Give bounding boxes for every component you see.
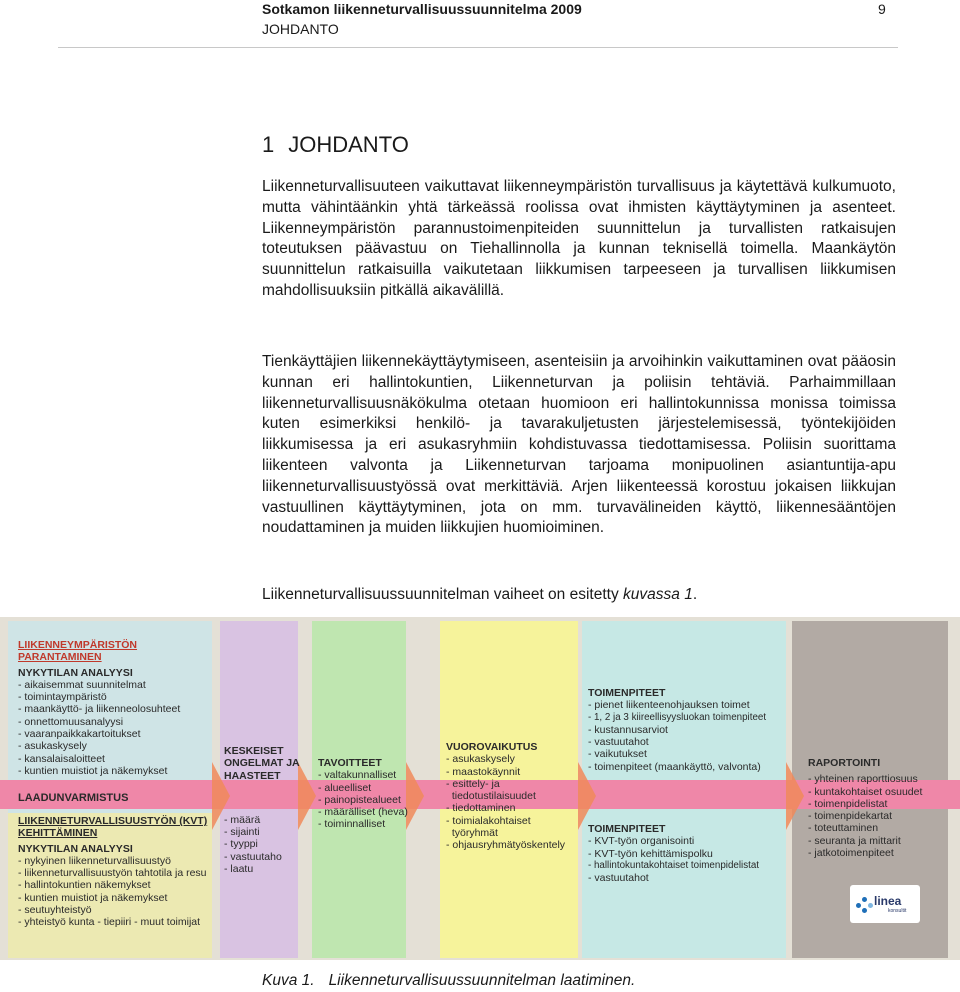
measures-item: - vastuutahot	[588, 736, 649, 749]
environment-item: - kuntien muistiot ja näkemykset	[18, 764, 168, 777]
problems-item: - sijainti	[224, 826, 260, 839]
reporting-title: RAPORTOINTI	[808, 757, 881, 769]
environment-item: - kansalaisaloitteet	[18, 752, 105, 765]
kvt-item: - kuntien muistiot ja näkemykset	[18, 891, 168, 904]
measures-item: - toimenpiteet (maankäyttö, valvonta)	[588, 760, 761, 773]
chapter-heading	[262, 132, 423, 158]
environment-item: - onnettomuusanalyysi	[18, 715, 124, 728]
kvt-item: - liikenneturvallisuustyön tahtotila ja resu	[18, 867, 207, 880]
header-divider	[58, 47, 898, 48]
logo-text: linea	[874, 894, 902, 908]
goals-item: - alueelliset	[318, 781, 372, 794]
interaction-item: - toimialakohtaiset	[446, 814, 531, 827]
problems-item: - laatu	[224, 863, 254, 876]
goals-item: - määrälliset (heva)	[318, 806, 408, 819]
kvt-item: - nykyinen liikenneturvallisuustyö	[18, 854, 171, 867]
environment-item: - aikaisemmat suunnitelmat	[18, 678, 146, 691]
reporting-item: - seuranta ja mittarit	[808, 834, 901, 847]
interaction-title: VUOROVAIKUTUS	[446, 741, 538, 753]
figure-reference: kuvassa 1	[623, 586, 693, 603]
kvt-item: - seutuyhteistyö	[18, 904, 92, 917]
paragraph-3	[262, 585, 896, 606]
linea-logo	[850, 885, 920, 923]
paragraph-1: Liikenneturvallisuuteen vaikuttavat liikenneympäristön turvallisuus ja käytettävä kulkumuoto, mutta vähintäänkin yhtä tärkeässä roolissa ovat ihmisten käyttäytyminen ja asenteet. Liikenneympäristön parannustoimenpiteiden suunnittelun ja turvallisten ratkaisujen toteutuksen päävastuu on Tiehallinnolla ja kunnan teknisellä toimella. Maankäytön suunnittelun ratkaisuilla vaikutetaan liikkumisen tarpeeseen ja turvallisen liikkumisen mahdollisuuksiin pitkällä aikavälillä.	[262, 178, 896, 299]
measures-kvt-item: - vastuutahot	[588, 872, 649, 885]
measures-environment-block	[588, 687, 788, 773]
figure-caption	[262, 972, 649, 990]
environment-block	[18, 639, 208, 777]
running-header-section: JOHDANTO	[262, 21, 339, 37]
problems-item: - vastuutaho	[224, 850, 282, 863]
process-figure	[0, 617, 960, 960]
environment-item: - toimintaympäristö	[18, 691, 107, 704]
goals-block	[318, 757, 410, 831]
goals-item: - valtakunnalliset	[318, 769, 397, 782]
measures-item: - kustannusarviot	[588, 723, 668, 736]
environment-item: - maankäyttö- ja liikenneolosuhteet	[18, 703, 181, 716]
interaction-item: - esittely- ja	[446, 777, 500, 790]
environment-subtitle: NYKYTILAN ANALYYSI	[18, 666, 133, 679]
reporting-item: - toteuttaminen	[808, 822, 879, 835]
problems-item: - määrä	[224, 813, 261, 826]
measures-kvt-item: - KVT-työn kehittämispolku	[588, 847, 713, 860]
paragraph-2: Tienkäyttäjien liikennekäyttäytymiseen, asenteisiin ja arvoihinkin vaikuttaminen ovat pääosin kunnan eri hallintokuntien, Liikenneturvan ja poliisin tehtäviä. Parhaimmillaan liikenneturvallisuusnäkökulma otetaan huomioon eri hallintokunnissa monissa toimissa kuten esimerkiksi henkilö- ja tavarakuljetusten järjestelemisessä, työntekijöiden liikkumisessa ja eri asukasryhmiin kohdistuvassa tiedottamisessa. Poliisin suorittama liikenteen valvonta ja Liikenneturvan tarjoama monipuolinen asiantuntija-apu liikenneturvallisuustyössä ovat merkittäviä. Arjen liikenteessä korostuu jokaisen liikkujan vastuullinen käyttäytyminen, jota on mm. turvavälineiden käyttö, liikennesääntöjen noudattaminen ja muiden liikkujien huomioiminen.	[262, 353, 896, 537]
problems-item: - tyyppi	[224, 838, 258, 851]
chapter-title: JOHDANTO	[288, 132, 409, 157]
kvt-block	[18, 815, 212, 929]
reporting-item: - toimenpidelistat	[808, 797, 888, 810]
kvt-title: LIIKENNETURVALLISUUSTYÖN (KVT) KEHITTÄMINEN	[18, 815, 208, 840]
measures-kvt-item: - hallintokuntakohtaiset toimenpidelistat	[588, 859, 760, 871]
reporting-item: - toimenpidekartat	[808, 810, 893, 823]
interaction-item: - ohjausryhmätyöskentely	[446, 839, 566, 852]
reporting-item: - jatkotoimenpiteet	[808, 847, 894, 860]
chapter-number: 1	[262, 132, 275, 157]
interaction-item: tiedotustilaisuudet	[446, 790, 536, 803]
interaction-item: - maastokäynnit	[446, 765, 521, 778]
environment-item: - vaaranpaikkakartoitukset	[18, 728, 141, 741]
measures-kvt-title: TOIMENPITEET	[588, 823, 666, 835]
reporting-item: - yhteinen raporttiosuus	[808, 773, 918, 786]
goals-title: TAVOITTEET	[318, 757, 382, 769]
reporting-item: - kuntakohtaiset osuudet	[808, 785, 923, 798]
interaction-item: - asukaskysely	[446, 753, 515, 766]
logo-dots-icon	[856, 895, 876, 915]
measures-item: - vaikutukset	[588, 748, 647, 761]
interaction-item: - tiedottaminen	[446, 802, 516, 815]
quality-assurance-label: LAADUNVARMISTUS	[18, 792, 129, 804]
interaction-item: työryhmät	[446, 827, 498, 840]
logo-subtext: konsultit	[888, 908, 907, 914]
measures-title: TOIMENPITEET	[588, 687, 666, 699]
measures-kvt-item: - KVT-työn organisointi	[588, 835, 695, 848]
page-number: 9	[878, 1, 886, 17]
running-header-title: Sotkamon liikenneturvallisuussuunnitelma 2009	[262, 1, 582, 17]
arrow-chevron	[786, 762, 804, 830]
caption-label: Kuva 1.	[262, 972, 315, 989]
environment-item: - asukaskysely	[18, 740, 87, 753]
environment-title: LIIKENNEYMPÄRISTÖN PARANTAMINEN	[18, 639, 138, 664]
goals-item: - toiminnalliset	[318, 818, 386, 831]
problems-title: KESKEISET ONGELMAT JA HAASTEET	[224, 745, 300, 782]
ref-sentence-end: .	[692, 586, 698, 603]
problems-block	[224, 745, 302, 875]
caption-text: Liikenneturvallisuussuunnitelman laatiminen.	[328, 972, 636, 989]
kvt-item: - hallintokuntien näkemykset	[18, 879, 151, 892]
goals-item: - painopistealueet	[318, 793, 401, 806]
ref-sentence-text: Liikenneturvallisuussuunnitelman vaiheet on esitetty	[262, 586, 624, 603]
reporting-block	[808, 757, 948, 859]
measures-item: - 1, 2 ja 3 kiireellisyysluokan toimenpiteet	[588, 711, 767, 723]
measures-item: - pienet liikenteenohjauksen toimet	[588, 699, 750, 712]
kvt-item: - yhteistyö kunta - tiepiiri - muut toimijat	[18, 916, 201, 929]
kvt-subtitle: NYKYTILAN ANALYYSI	[18, 842, 133, 855]
interaction-block	[446, 741, 580, 852]
measures-kvt-block	[588, 823, 788, 884]
